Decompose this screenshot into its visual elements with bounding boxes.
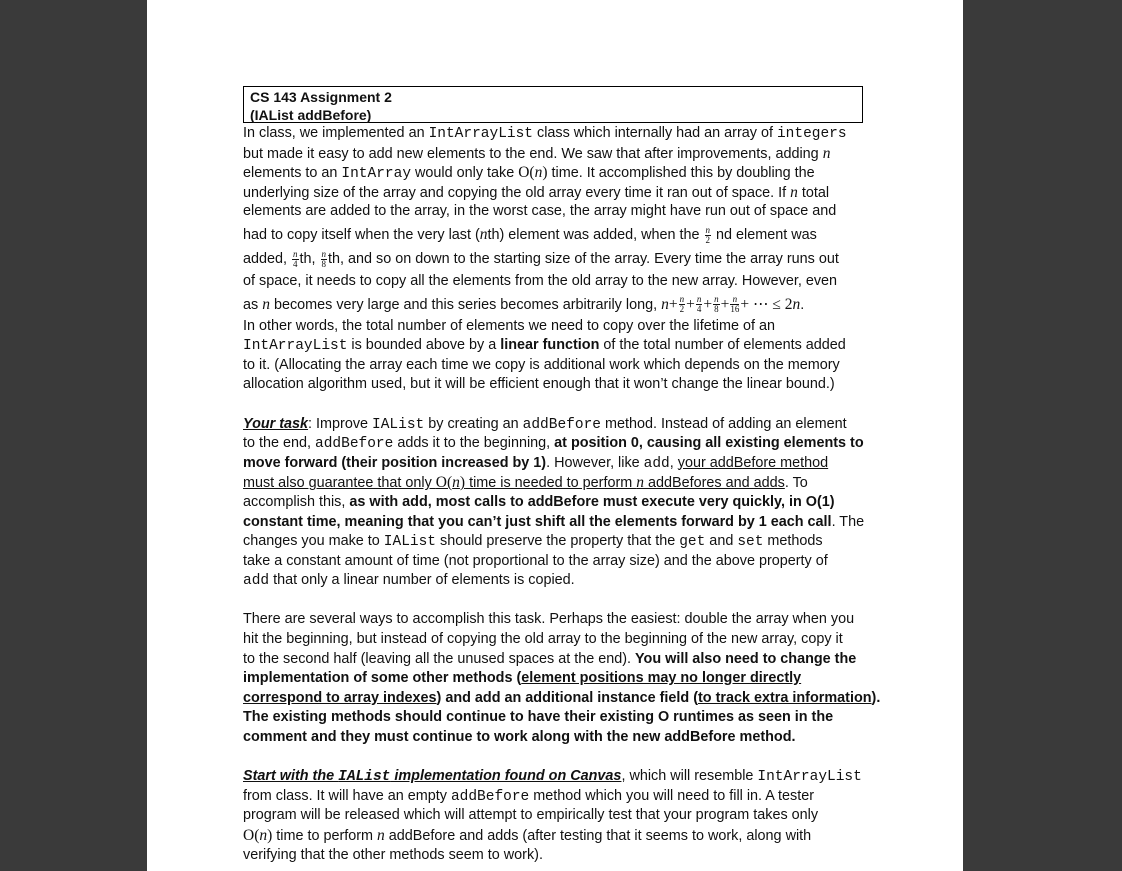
text-run: that only a linear number of elements is copied.: [269, 572, 575, 589]
text-run: as with add, most calls to addBefore must execute very quickly, in O(1): [349, 493, 835, 510]
text-run: class which internally had an array of: [533, 125, 777, 141]
text-run: n: [679, 294, 685, 305]
text-run: to the second half (leaving all the unused spaces at the end).: [243, 650, 636, 667]
text-run: In other words, the total number of elements we need to copy over the lifetime of an: [243, 317, 775, 334]
text-run: n: [259, 827, 268, 844]
text-run: verifying that the other methods seem to work).: [243, 846, 543, 863]
text-run: In class, we implemented an: [243, 125, 429, 141]
series-term-n-over-8: [713, 295, 720, 314]
text-run: IAList: [372, 416, 425, 433]
text-run: n: [534, 164, 543, 182]
text-run: becomes very large and this series becomes arbitrarily long,: [269, 296, 662, 313]
text-run: [243, 434, 869, 454]
text-run: set: [737, 534, 764, 551]
assignment-title: CS 143 Assignment 2: [250, 89, 392, 105]
assignment-content: [243, 86, 881, 865]
text-run: n: [822, 144, 831, 162]
fraction-n-over-8: [321, 250, 328, 269]
text-run: nd element was: [712, 226, 817, 243]
text-run: th, and so on down to the starting size of the array. Every time the array runs out: [328, 250, 839, 267]
text-run: n: [792, 295, 801, 313]
text-run: total: [797, 184, 830, 201]
text-run: [243, 513, 869, 533]
text-run: n: [661, 295, 669, 313]
text-run: Start with the: [243, 768, 339, 785]
text-run: n: [696, 294, 702, 305]
text-run: O(: [435, 474, 453, 492]
text-run: comment and they must continue to work along with the new addBefore method.: [243, 729, 796, 746]
text-run: n: [730, 295, 739, 305]
text-run: integers: [776, 126, 847, 142]
text-run: IntArrayList: [243, 338, 348, 355]
text-run: [243, 728, 869, 748]
text-run: elements are added to the array, in the worst case, the array might have run out of space and: [243, 203, 837, 220]
text-run: constant time, meaning that you can’t just shift all the elements forward by 1 each call: [243, 513, 832, 530]
text-run: [243, 767, 869, 787]
series-term-n-over-16: [730, 295, 739, 314]
paragraph-start: [243, 767, 869, 865]
text-run: should preserve the property that the: [436, 533, 680, 550]
text-run: of space, it needs to copy all the elements from the old array to the new array. However, even: [243, 272, 838, 289]
fraction-n-over-2: [705, 226, 712, 245]
text-run: 16: [730, 304, 740, 315]
text-run: + ⋯ ≤ 2: [740, 295, 793, 313]
text-run: from class. It will have an empty: [243, 787, 451, 804]
text-run: element positions may no longer directly: [521, 670, 802, 687]
text-run: . However, like: [546, 454, 644, 471]
paragraph-approach: [243, 610, 881, 747]
text-run: O(: [243, 827, 260, 844]
text-run: is bounded above by a: [347, 337, 501, 354]
text-run: IntArrayList: [757, 769, 862, 786]
text-run: [243, 124, 869, 144]
text-run: adds it to the beginning,: [393, 435, 555, 452]
text-run: add: [643, 455, 670, 472]
text-run: ): [267, 827, 273, 844]
text-run: n: [705, 224, 711, 235]
text-run: IntArrayList: [428, 126, 533, 142]
text-run: [243, 689, 881, 709]
text-run: The existing methods should continue to have their existing O runtimes as seen in the: [243, 709, 834, 726]
paragraph-intro: [243, 124, 869, 395]
text-run: [243, 532, 869, 552]
text-run: n: [377, 827, 385, 844]
text-run: 8: [714, 304, 719, 315]
text-run: [243, 669, 869, 689]
text-run: ,: [669, 454, 678, 471]
text-run: allocation algorithm used, but it will be efficient enough that it won’t change the linear bound.): [243, 376, 835, 393]
text-run: [243, 493, 869, 513]
text-run: n: [452, 474, 460, 492]
text-run: . To: [784, 475, 808, 492]
text-run: time to perform: [272, 828, 378, 844]
text-run: and: [705, 533, 738, 550]
text-run: [243, 650, 869, 670]
text-run: addBefore: [315, 436, 394, 453]
text-run: take a constant amount of time (not proportional to the array size) and the above property of: [243, 552, 828, 569]
text-run: 4: [293, 258, 298, 269]
series-term-n-over-2: [679, 295, 686, 314]
text-run: n: [636, 474, 644, 492]
assignment-subtitle: (IAList addBefore): [250, 107, 372, 123]
text-run: [243, 336, 869, 356]
text-run: n: [321, 248, 327, 259]
text-run: n: [293, 248, 298, 259]
text-run: You will also need to change the: [635, 650, 857, 667]
fraction-n-over-4: [292, 250, 299, 269]
assignment-header: [243, 86, 863, 123]
text-run: +: [686, 295, 695, 313]
text-run: [243, 163, 869, 183]
text-run: [243, 473, 869, 493]
text-run: [243, 690, 437, 706]
text-run: method. Instead of adding an element: [600, 415, 847, 432]
text-run: ): [459, 474, 466, 492]
text-run: implementation of some other methods (: [243, 670, 522, 687]
text-run: accomplish this,: [243, 493, 350, 510]
text-run: +: [703, 295, 713, 313]
text-run: by creating an: [424, 415, 523, 432]
text-run: : Improve: [308, 415, 373, 432]
text-run: had to copy itself when the very last (: [243, 226, 480, 243]
text-run: [243, 454, 869, 474]
text-run: [243, 222, 869, 247]
text-run: your addBefore method: [677, 454, 829, 471]
text-run: [521, 670, 801, 686]
text-run: [243, 415, 869, 435]
text-run: +: [668, 295, 678, 313]
text-run: n: [262, 295, 270, 313]
text-run: n: [479, 225, 488, 243]
text-run: added,: [243, 250, 292, 267]
text-run: underlying size of the array and copying the old array every time it ran out of space. If: [243, 184, 791, 201]
text-run: [243, 708, 869, 728]
text-run: There are several ways to accomplish this task. Perhaps the easiest: double the array when you: [243, 611, 855, 628]
text-run: to the end,: [243, 435, 316, 452]
text-run: correspond to array indexes: [243, 689, 437, 706]
text-run: of the total number of elements added: [599, 337, 846, 354]
text-run: ) and add an additional instance field (: [436, 689, 699, 706]
text-run: IAList: [338, 769, 391, 786]
text-run: [243, 144, 869, 164]
text-run: get: [679, 534, 706, 551]
text-run: [243, 826, 869, 846]
text-run: implementation found on Canvas: [390, 768, 622, 785]
text-run: [243, 247, 869, 272]
text-run: 4: [696, 304, 702, 315]
text-run: add: [243, 573, 270, 590]
text-run: n: [790, 183, 798, 201]
text-run: [698, 690, 872, 706]
text-run: to track extra information: [698, 689, 872, 706]
text-run: hit the beginning, but instead of copying the old array to the beginning of the new array, copy it: [243, 631, 843, 648]
text-run: th) element was added, when the: [487, 226, 704, 243]
text-run: addBefore and adds (after testing that it seems to work, along with: [384, 828, 812, 844]
text-run: [243, 292, 869, 317]
text-run: elements to an: [243, 165, 342, 182]
text-run: [243, 571, 869, 591]
text-run: . The: [831, 513, 865, 530]
paragraph-your-task: [243, 415, 869, 591]
text-run: ): [542, 164, 548, 182]
text-run: n: [714, 294, 719, 305]
text-run: time is needed to perform: [465, 475, 637, 492]
text-run: to it. (Allocating the array each time we copy is additional work which depends on the memory: [243, 356, 840, 373]
document-page: [147, 0, 963, 871]
text-run: methods: [763, 533, 823, 550]
text-run: [243, 475, 785, 491]
text-run: linear function: [500, 337, 600, 354]
text-run: would only take: [411, 165, 519, 182]
text-run: move forward (their position increased by 1): [243, 454, 547, 471]
text-run: time. It accomplished this by doubling the: [547, 165, 815, 182]
text-run: 2: [705, 234, 711, 245]
text-run: O(: [518, 164, 535, 182]
text-run: changes you make to: [243, 533, 384, 550]
text-run: addBefore: [450, 788, 530, 805]
text-run: , which will resemble: [621, 768, 758, 785]
text-run: IntArray: [341, 166, 412, 183]
text-run: method which you will need to fill in. A tester: [529, 787, 815, 804]
text-run: program will be released which will attempt to empirically test that your program takes only: [243, 807, 819, 824]
text-run: at position 0, causing all existing elements to: [554, 435, 864, 452]
text-run: IAList: [383, 534, 437, 551]
series-term-n-over-4: [696, 295, 703, 314]
text-run: Your task: [243, 415, 309, 432]
text-run: ).: [871, 689, 881, 706]
text-run: addBefores and adds: [644, 475, 785, 492]
text-run: [243, 787, 869, 807]
text-run: must also guarantee that only: [243, 475, 436, 492]
text-run: .: [800, 296, 805, 313]
text-run: as: [243, 296, 263, 313]
text-run: 2: [679, 304, 685, 315]
text-run: 8: [321, 258, 327, 269]
text-run: addBefore: [522, 416, 601, 433]
text-run: but made it easy to add new elements to the end. We saw that after improvements, adding: [243, 145, 823, 162]
text-run: th,: [299, 250, 320, 267]
text-run: +: [720, 295, 730, 313]
text-run: [243, 183, 869, 203]
